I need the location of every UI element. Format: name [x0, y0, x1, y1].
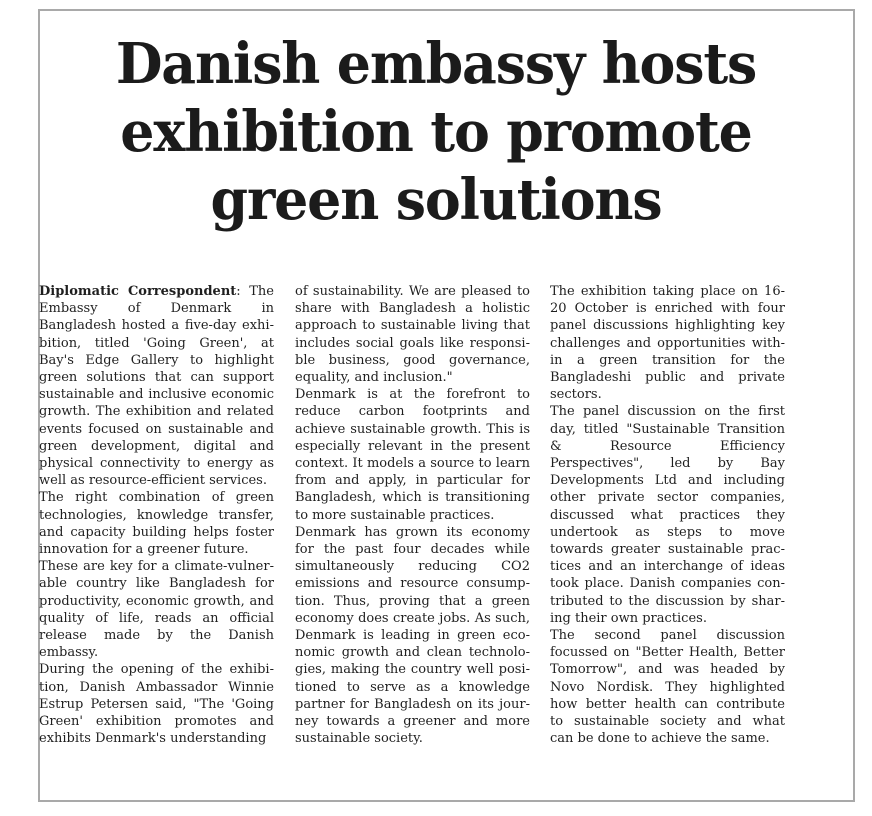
body-paragraph: During the opening of the exhibition, Danish Ambassador Winnie Estrup Petersen said, "The 'Going Green' exhibition promotes and exhibits Denmark's understanding: [39, 662, 274, 747]
headline: [17, 30, 854, 234]
headline-line: exhibition to promote: [120, 99, 752, 165]
body-paragraph: Denmark has grown its economy for the past four decades while simultaneously reducing CO2 emissions and resource consumption. Thus, proving that a green economy does create jobs. As such, Denmark is leading in green economic growth and clean technologies, making the country well positioned to serve as a knowledge partner for Bangladesh on its journey towards a greener and more sustainable society.: [295, 524, 530, 747]
article-column-2: [295, 283, 530, 747]
article-column-3: [550, 283, 785, 747]
byline: Diplomatic Correspondent: [39, 284, 237, 299]
headline-line: Danish embassy hosts: [115, 31, 757, 97]
body-paragraph: The right combination of green technologies, knowledge transfer, and capacity building helps foster innovation for a greener future.: [39, 490, 274, 558]
body-paragraph: The exhibition taking place on 16-20 October is enriched with four panel discussions highlighting key challenges and opportunities within a green transition for the Bangladeshi public and private sectors.: [550, 284, 785, 403]
lead-text: : The Embassy of Denmark in Bangladesh hosted a five-day exhibition, titled 'Going Green', at Bay's Edge Gallery to highlight green solutions that can support sustainable and inclusive economic growth. The exhibition and related events focused on sustainable and green development, digital and physical connectivity to energy as well as resource-efficient services.: [39, 284, 274, 489]
body-paragraph: The panel discussion on the first day, titled "Sustainable Transition & Resource Efficiency Perspectives", led by Bay Developments Ltd and including other private sector companies, discussed what practices they undertook as steps to move towards greater sustainable practices and an interchange of ideas took place. Danish companies contributed to the discussion by sharing their own practices.: [550, 404, 785, 626]
headline-line: green solutions: [210, 167, 662, 233]
article-column-1: [39, 283, 274, 747]
body-paragraph: Denmark is at the forefront to reduce carbon footprints and achieve sustainable growth. This is especially relevant in the present context. It models a source to learn from and apply, in particular for Bangladesh, which is transitioning to more sustainable practices.: [295, 387, 530, 523]
lead-paragraph: [39, 283, 274, 489]
body-paragraph: of sustainability. We are pleased to share with Bangladesh a holistic approach to sustainable living that includes social goals like responsible business, good governance, equality, and inclusion.": [295, 284, 530, 386]
body-paragraph: These are key for a climate-vulnerable country like Bangladesh for productivity, economic growth, and quality of life, reads an official release made by the Danish embassy.: [39, 559, 274, 661]
body-paragraph: The second panel discussion focussed on "Better Health, Better Tomorrow", and was headed by Novo Nordisk. They highlighted how better health can contribute to sustainable society and what can be done to achieve the same.: [550, 628, 785, 747]
